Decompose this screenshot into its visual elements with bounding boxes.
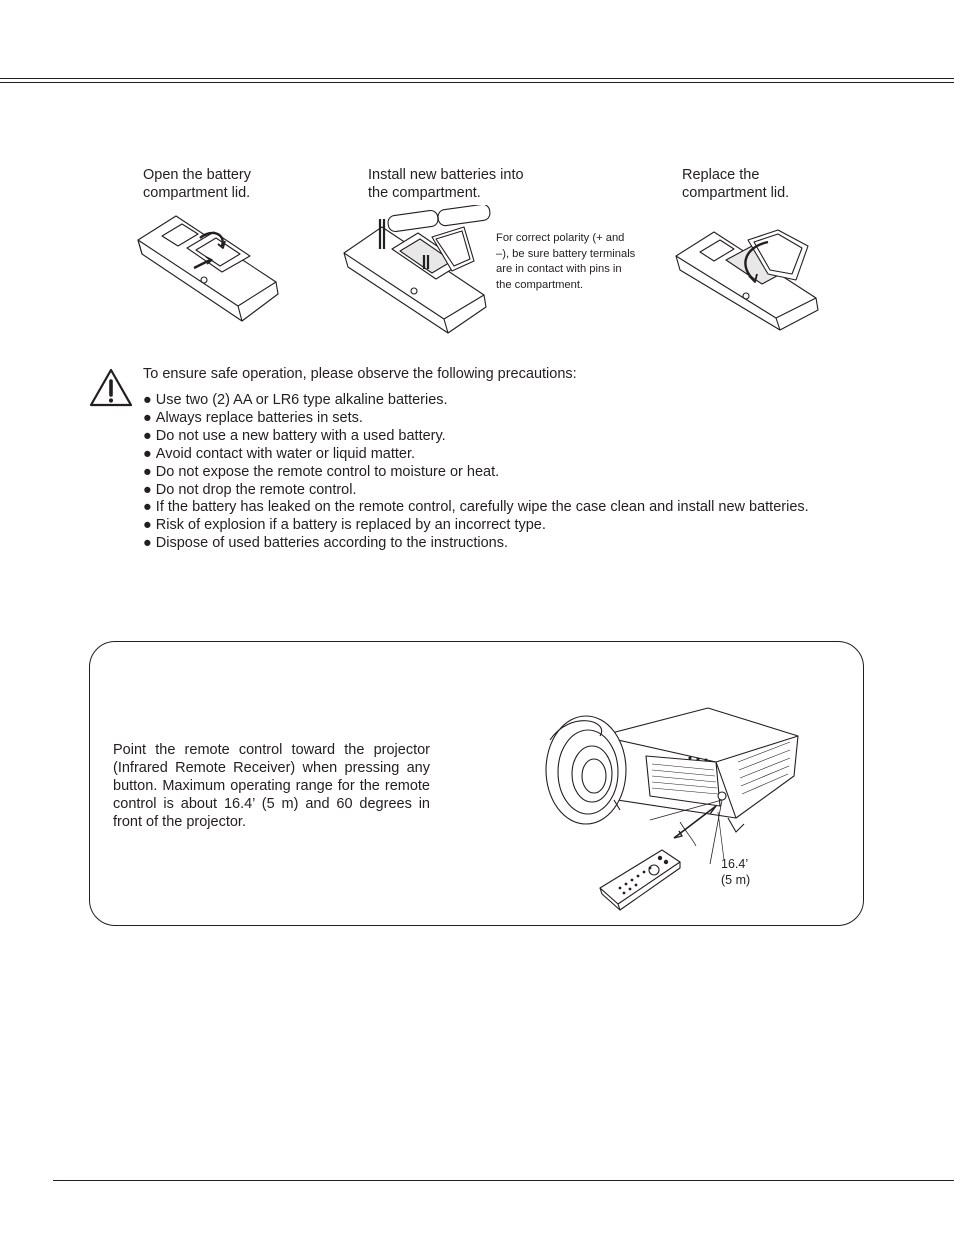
precaution-item: ● Do not use a new battery with a used battery. xyxy=(143,428,809,446)
precaution-item: ● Always replace batteries in sets. xyxy=(143,410,809,428)
precautions-list xyxy=(143,392,809,553)
precaution-item: ● Avoid contact with water or liquid matter. xyxy=(143,446,809,464)
header-rule-thin xyxy=(0,82,954,83)
precaution-item: ● Use two (2) AA or LR6 type alkaline batteries. xyxy=(143,392,809,410)
precautions-intro: To ensure safe operation, please observe the following precautions: xyxy=(143,366,577,382)
range-distance-meters: (5 m) xyxy=(721,873,751,887)
step-1-caption-line-1: Open the battery xyxy=(143,167,252,183)
polarity-note-line-4: the compartment. xyxy=(496,278,584,291)
step-2-caption-line-2: the compartment. xyxy=(368,185,481,201)
precaution-item: ● If the battery has leaked on the remote control, carefully wipe the case clean and install new batteries. xyxy=(143,499,809,517)
operating-range-description: Point the remote control toward the projector (Infrared Remote Receiver) when pressing any button. Maximum operating range for the remote control is about 16.4’ (5 m) and 60 degrees in front of the projector. xyxy=(113,742,430,830)
step-2-caption xyxy=(368,166,524,202)
step-1-caption xyxy=(143,166,251,202)
precaution-item: ● Do not drop the remote control. xyxy=(143,482,809,500)
replace-lid-illustration xyxy=(672,222,824,332)
polarity-note-line-2: –), be sure battery terminals xyxy=(496,247,636,260)
polarity-note-line-3: are in contact with pins in xyxy=(496,263,622,275)
range-distance-label xyxy=(721,856,750,888)
footer-rule xyxy=(53,1180,954,1181)
step-1-caption-line-2: compartment lid. xyxy=(143,185,251,201)
step-3-caption-line-2: compartment lid. xyxy=(682,185,790,201)
polarity-note xyxy=(496,231,656,293)
precaution-item: ● Dispose of used batteries according to the instructions. xyxy=(143,535,809,553)
warning-triangle-icon xyxy=(88,367,134,408)
projector-range-illustration xyxy=(540,700,810,915)
precaution-item: ● Do not expose the remote control to moisture or heat. xyxy=(143,464,809,482)
step-3-caption-line-1: Replace the xyxy=(682,167,760,183)
precaution-item: ● Risk of explosion if a battery is replaced by an incorrect type. xyxy=(143,517,809,535)
header-rule-thick xyxy=(0,78,954,79)
step-2-caption-line-1: Install new batteries into xyxy=(368,167,524,183)
polarity-note-line-1: For correct polarity (+ and xyxy=(496,232,625,244)
step-3-caption xyxy=(682,166,789,202)
insert-batteries-illustration xyxy=(340,205,492,335)
open-lid-illustration xyxy=(132,210,282,330)
range-distance-feet: 16.4’ xyxy=(721,857,749,871)
